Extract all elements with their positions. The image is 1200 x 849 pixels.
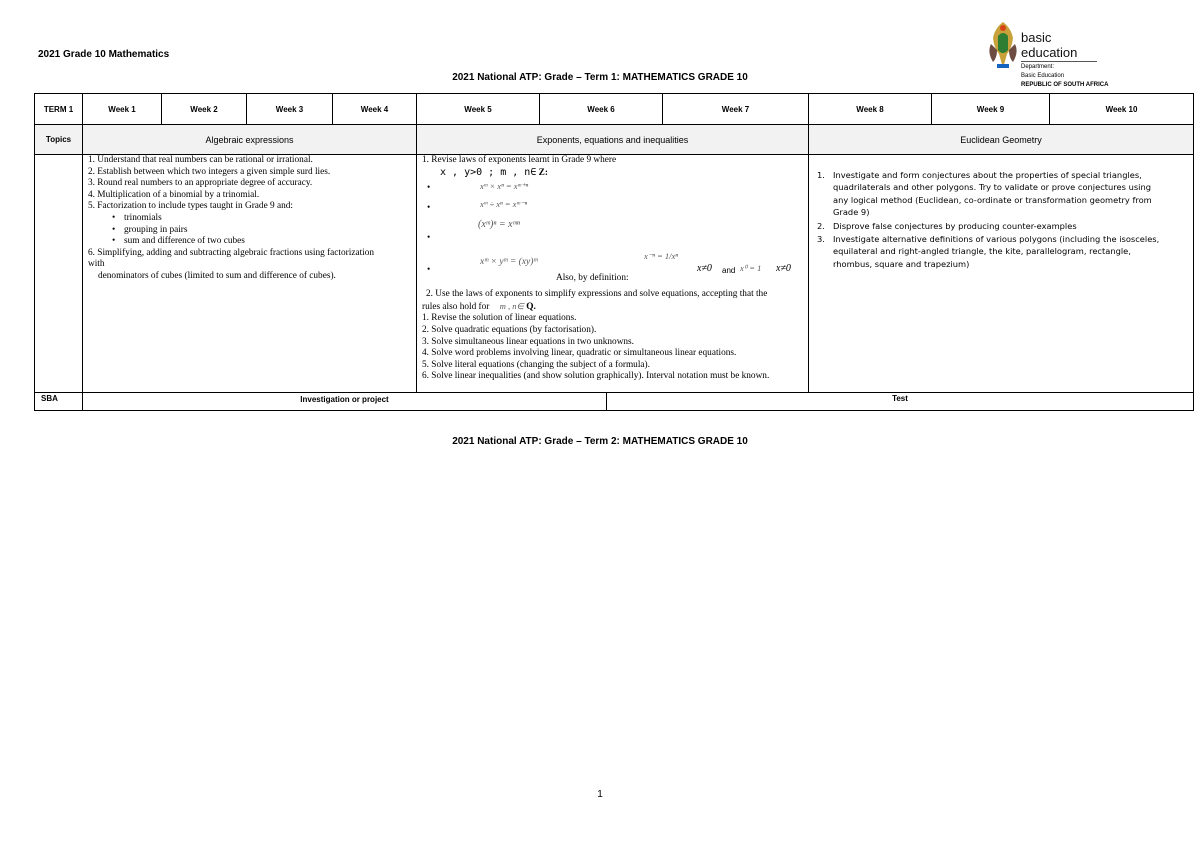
bullet: • — [427, 183, 431, 194]
geometry-content — [809, 155, 1193, 393]
geometry-item: Investigate and form conjectures about the properties of special triangles, — [833, 170, 1142, 180]
exponent-law-1: xᵐ × xⁿ = xᵐ⁺ⁿ — [480, 181, 529, 192]
algebra-subitem: • grouping in pairs — [88, 225, 416, 237]
geometry-item: Disprove false conjectures by producing counter-examples — [833, 220, 1077, 231]
term-label: TERM 1 — [35, 94, 83, 125]
algebra-item: 1. Understand that real numbers can be rational or irrational. — [88, 155, 313, 165]
week-4-header: Week 4 — [333, 94, 417, 125]
algebra-item: denominators of cubes (limited to sum and difference of cubes). — [98, 270, 336, 281]
week-6-header: Week 6 — [540, 94, 663, 125]
equations-item: 2. Solve quadratic equations (by factorisation). — [422, 324, 597, 335]
definition-and: and — [722, 266, 736, 276]
week-10-header: Week 10 — [1050, 94, 1193, 125]
term2-title: 2021 National ATP: Grade – Term 2: MATHEMATICS GRADE 10 — [452, 436, 748, 447]
equations-item: 4. Solve word problems involving linear, quadratic or simultaneous linear equations. — [422, 348, 737, 359]
sba-test: Test — [892, 394, 908, 403]
topics-label: Topics — [35, 125, 83, 155]
exponents-domain: x , y>0 ; m , n∈ — [440, 166, 537, 178]
algebra-subitem: • trinomials — [88, 213, 416, 225]
bullet: • — [427, 203, 431, 214]
bullet: • — [427, 265, 431, 276]
sba-label: SBA — [35, 393, 83, 410]
week-7-header: Week 7 — [663, 94, 809, 125]
algebra-item: 5. Factorization to include types taught in Grade 9 and: — [88, 201, 293, 212]
exponent-law-4: xᵐ × yᵐ = (xy)ᵐ — [480, 257, 538, 268]
exponent-law-2: xᵐ ÷ xⁿ = xᵐ⁻ⁿ — [480, 199, 528, 210]
week-2-header: Week 2 — [162, 94, 247, 125]
document-heading: 2021 Grade 10 Mathematics — [38, 49, 170, 60]
equations-item: 1. Revise the solution of linear equations. — [422, 313, 577, 324]
equations-item: 3. Solve simultaneous linear equations in two unknowns. — [422, 336, 634, 347]
topic-algebraic-expressions: Algebraic expressions — [83, 125, 417, 155]
exponents-content — [417, 155, 809, 393]
geometry-number: 1. — [817, 170, 825, 180]
geometry-item: Grade 9) — [833, 207, 870, 218]
algebra-subitem: • sum and difference of two cubes — [88, 236, 416, 248]
algebra-item: 6. Simplifying, adding and subtracting algebraic fractions using factorization — [88, 247, 375, 258]
term1-title: 2021 National ATP: Grade – Term 1: MATHEMATICS GRADE 10 — [452, 72, 748, 83]
equations-item: 6. Solve linear inequalities (and show solution graphically). Interval notation must be known. — [422, 371, 770, 382]
exponents-item-2-set: Q. — [526, 301, 536, 312]
content-row-label — [35, 155, 83, 393]
definition-1-condition: x≠0 — [697, 263, 712, 275]
geometry-item: Investigate alternative definitions of various polygons (including the isosceles, — [833, 234, 1160, 245]
week-8-header: Week 8 — [809, 94, 932, 125]
exponents-item-2-var: m , n∈ — [499, 300, 524, 311]
geometry-item: equilateral and right-angled triangle, the kite, parallelogram, rectangle, — [833, 246, 1131, 257]
geometry-item: quadrilaterals and other polygons. Try to validate or prove conjectures using — [833, 182, 1151, 193]
definition-2-condition: x≠0 — [776, 263, 791, 275]
week-1-header: Week 1 — [83, 94, 162, 125]
topic-exponents-equations: Exponents, equations and inequalities — [417, 125, 809, 155]
exponents-item-2: 2. Use the laws of exponents to simplify expressions and solve equations, accepting that the — [426, 289, 768, 300]
week-5-header: Week 5 — [417, 94, 540, 125]
geometry-number: 2. — [817, 220, 825, 231]
week-9-header: Week 9 — [932, 94, 1050, 125]
logo-line-1: Department: — [1021, 64, 1055, 70]
equations-item: 5. Solve literal equations (changing the subject of a formula). — [422, 359, 650, 370]
geometry-item: rhombus, square and trapezium) — [833, 258, 970, 269]
definition-label: Also, by definition: — [556, 273, 629, 284]
week-3-header: Week 3 — [247, 94, 333, 125]
geometry-number: 3. — [817, 234, 825, 245]
algebra-item: 3. Round real numbers to an appropriate degree of accuracy. — [88, 178, 313, 189]
definition-2: x⁰ = 1 — [740, 263, 762, 274]
algebra-content — [83, 155, 417, 393]
atp-table — [34, 93, 1194, 411]
exponents-intro: 1. Revise laws of exponents learnt in Grade 9 where — [422, 155, 617, 165]
logo-name: basic education — [1021, 30, 1097, 62]
definition-1: x⁻ⁿ = 1/xⁿ — [644, 251, 678, 262]
topic-euclidean-geometry: Euclidean Geometry — [809, 125, 1193, 155]
exponent-law-3: (xᵐ)ⁿ = xᵐⁿ — [478, 219, 520, 231]
logo-line-2: Basic Education — [1021, 73, 1065, 79]
algebra-item: with — [88, 259, 105, 270]
algebra-item: 2. Establish between which two integers a given simple surd lies. — [88, 166, 331, 177]
page-number: 1 — [597, 789, 603, 800]
exponents-domain-set: Z: — [538, 167, 548, 178]
algebra-item: 4. Multiplication of a binomial by a trinomial. — [88, 189, 260, 200]
logo-line-3: REPUBLIC OF SOUTH AFRICA — [1021, 82, 1109, 88]
exponents-item-2-cont: rules also hold for — [422, 301, 490, 312]
bullet: • — [427, 233, 431, 244]
sba-investigation: Investigation or project — [83, 393, 607, 410]
geometry-item: any logical method (Euclidean, co-ordinate or transformation geometry from — [833, 194, 1152, 205]
